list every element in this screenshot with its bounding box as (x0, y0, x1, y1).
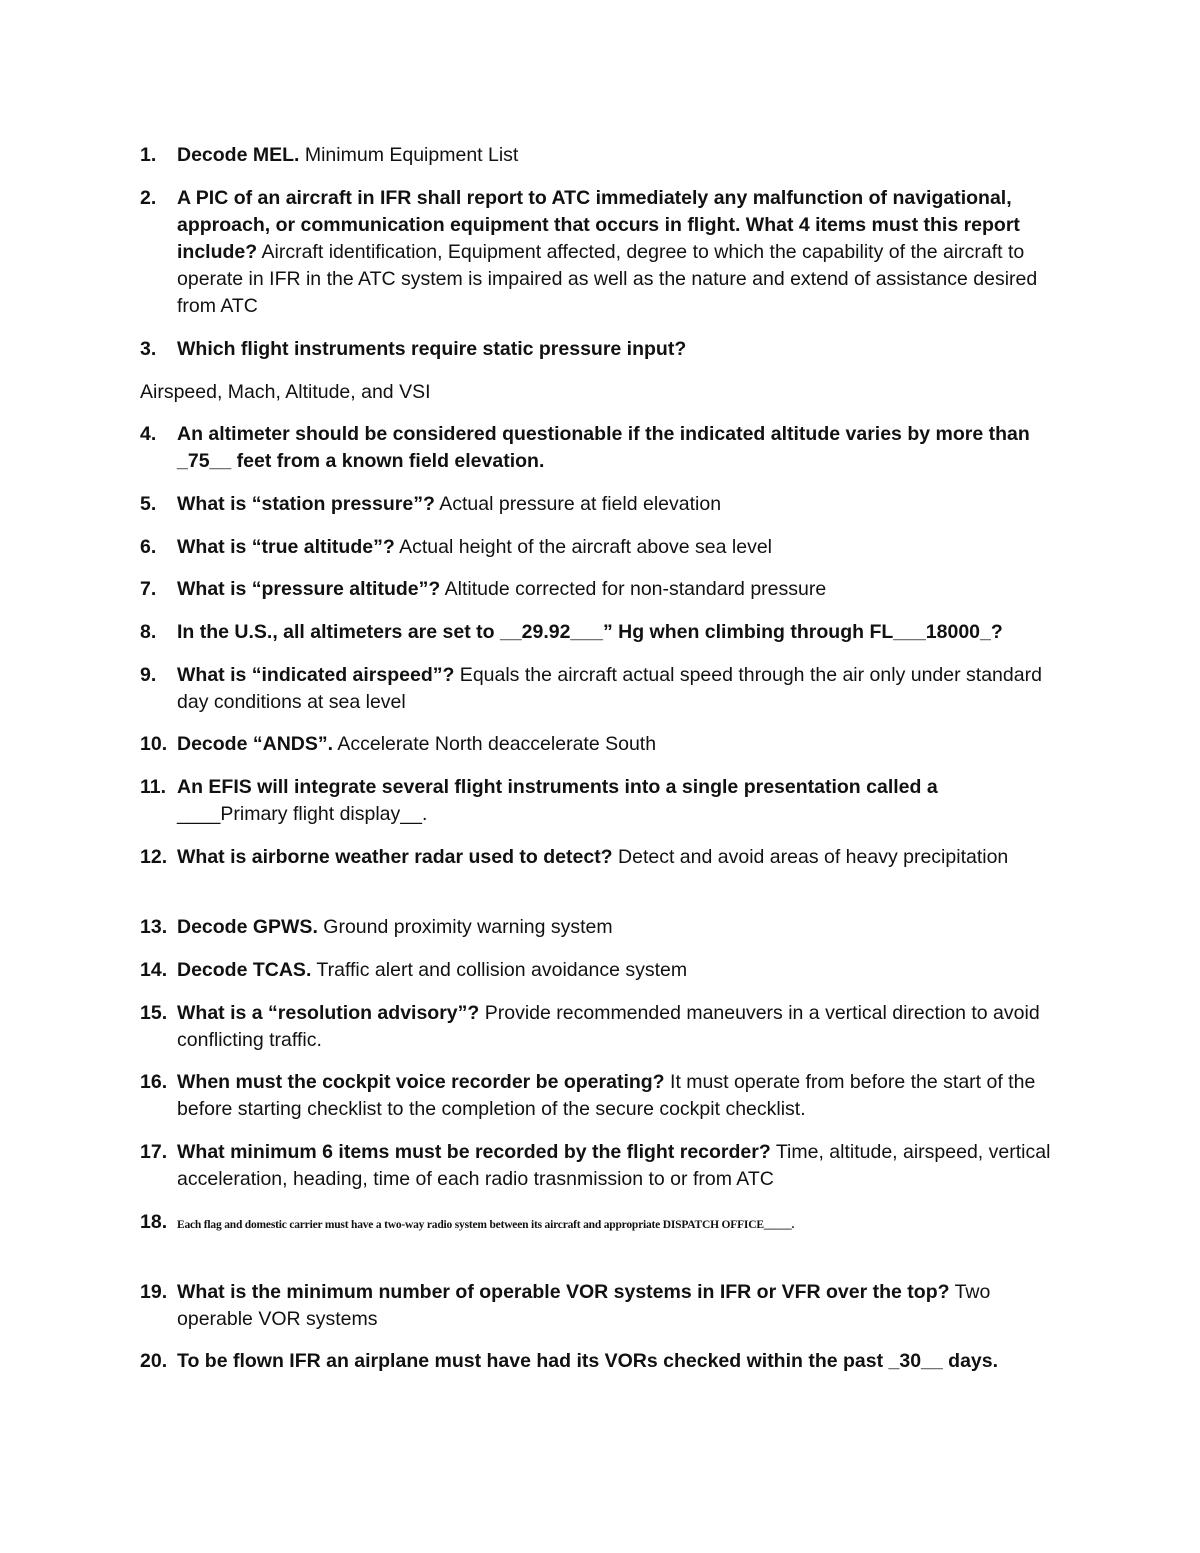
question-2 (140, 185, 1070, 320)
question-text: An EFIS will integrate several flight instruments into a single presentation called a (177, 776, 938, 798)
question-text: What is the minimum number of operable VOR systems in IFR or VFR over the top? (177, 1281, 950, 1303)
question-17 (140, 1139, 1070, 1193)
question-text: Decode MEL. (177, 144, 300, 166)
question-text: What is “true altitude”? (177, 536, 395, 558)
question-3 (140, 336, 1070, 363)
question-number: 8. (140, 621, 157, 643)
question-number: 11. (140, 776, 167, 798)
question-9 (140, 662, 1070, 716)
question-number: 3. (140, 338, 157, 360)
question-7 (140, 576, 1070, 603)
question-number: 7. (140, 578, 157, 600)
question-number: 14. (140, 959, 168, 981)
question-19 (140, 1279, 1070, 1333)
question-8 (140, 619, 1070, 646)
question-number: 5. (140, 493, 157, 515)
question-text: To be flown IFR an airplane must have had its VORs checked within the past _30__ days. (177, 1350, 999, 1372)
question-number: 17. (140, 1141, 168, 1163)
question-text: What is “indicated airspeed”? (177, 664, 455, 686)
answer-3: Airspeed, Mach, Altitude, and VSI (140, 381, 431, 403)
answer-text: Altitude corrected for non-standard pressure (440, 578, 827, 600)
question-16 (140, 1069, 1070, 1123)
answer-text: Two operable VOR systems (177, 1281, 991, 1330)
question-number: 19. (140, 1281, 168, 1303)
question-number: 4. (140, 423, 157, 445)
question-number: 20. (140, 1350, 168, 1372)
question-4 (140, 421, 1070, 475)
question-number: 18. (140, 1211, 168, 1233)
question-text: What is “pressure altitude”? (177, 578, 441, 600)
question-20 (140, 1348, 1070, 1375)
question-text: Each flag and domestic carrier must have a two-way radio system between its aircraft and appropriate DISPATCH OFFICE_____. (177, 1219, 795, 1231)
answer-text: It must operate from before the start of the before starting checklist to the completion of the secure cockpit checklist. (177, 1071, 1036, 1120)
question-10 (140, 731, 1070, 758)
answer-text: Time, altitude, airspeed, vertical acceleration, heading, time of each radio trasnmission to or from ATC (177, 1141, 1051, 1190)
question-5 (140, 491, 1070, 518)
question-text: What minimum 6 items must be recorded by the flight recorder? (177, 1141, 771, 1163)
question-1 (140, 142, 1070, 169)
question-text: Decode GPWS. (177, 916, 318, 938)
question-18 (140, 1209, 1070, 1239)
question-text: What is “station pressure”? (177, 493, 435, 515)
question-text: What is airborne weather radar used to detect? (177, 846, 613, 868)
question-number: 15. (140, 1002, 168, 1024)
question-12 (140, 844, 1070, 871)
answer-text: Equals the aircraft actual speed through the air only under standard day conditions at sea level (177, 664, 1042, 713)
question-number: 2. (140, 187, 157, 209)
question-text: Which flight instruments require static pressure input? (177, 338, 687, 360)
question-6 (140, 534, 1070, 561)
question-text: In the U.S., all altimeters are set to __29.92___” Hg when climbing through FL___18000_? (177, 621, 1003, 643)
answer-text: Provide recommended maneuvers in a vertical direction to avoid conflicting traffic. (177, 1002, 1040, 1051)
answer-text: Ground proximity warning system (317, 916, 613, 938)
question-text: What is a “resolution advisory”? (177, 1002, 480, 1024)
question-number: 9. (140, 664, 157, 686)
question-11 (140, 774, 1070, 828)
answer-text: Aircraft identification, Equipment affected, degree to which the capability of the aircraft to operate in IFR in the ATC system is impaired as well as the nature and extend of assistance desired from ATC (177, 241, 1038, 317)
question-14 (140, 957, 1070, 984)
answer-text: Actual height of the aircraft above sea level (394, 536, 772, 558)
question-text: An altimeter should be considered questionable if the indicated altitude varies by more than _75__ feet from a known field elevation. (177, 423, 1030, 472)
question-text: Decode “ANDS”. (177, 733, 334, 755)
question-text: A PIC of an aircraft in IFR shall report to ATC immediately any malfunction of navigational, approach, or communication equipment that occurs in flight. What 4 items must this report include? (177, 187, 1020, 263)
answer-text: Actual pressure at field elevation (434, 493, 722, 515)
question-number: 10. (140, 733, 168, 755)
question-number: 13. (140, 916, 168, 938)
question-number: 6. (140, 536, 157, 558)
question-text: When must the cockpit voice recorder be operating? (177, 1071, 665, 1093)
question-number: 12. (140, 846, 168, 868)
question-number: 1. (140, 144, 157, 166)
question-15 (140, 1000, 1070, 1054)
answer-text: Traffic alert and collision avoidance system (311, 959, 688, 981)
answer-text: Detect and avoid areas of heavy precipitation (612, 846, 1009, 868)
question-text: Decode TCAS. (177, 959, 312, 981)
answer-text: Minimum Equipment List (299, 144, 519, 166)
question-number: 16. (140, 1071, 168, 1093)
answer-text: ____Primary flight display__. (177, 803, 428, 825)
question-13 (140, 914, 1070, 941)
answer-text: Accelerate North deaccelerate South (333, 733, 657, 755)
